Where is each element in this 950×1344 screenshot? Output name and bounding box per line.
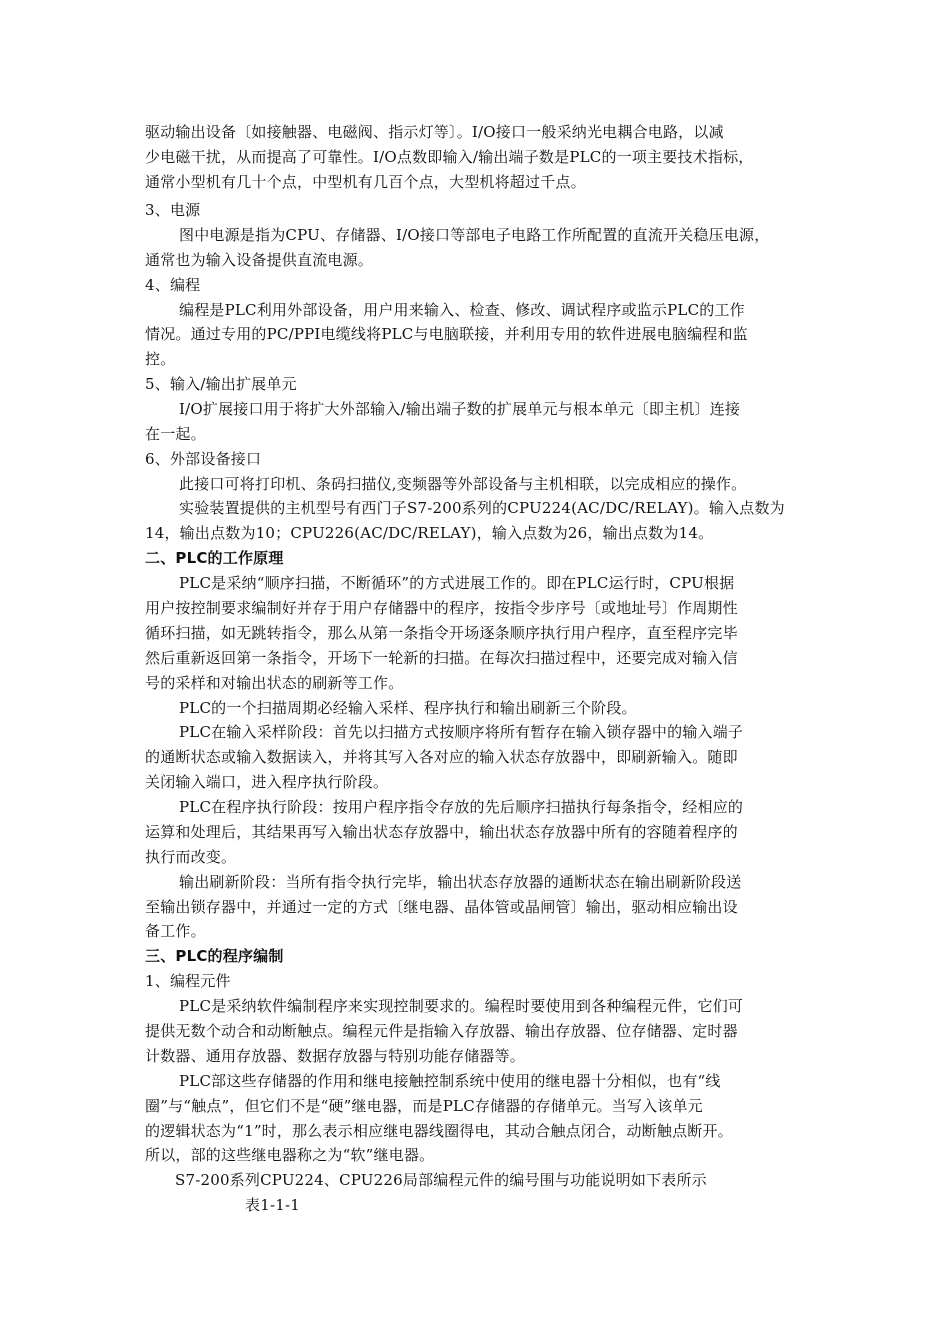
body-line: 少电磁干扰，从而提高了可靠性。I/O点数即输入/输出端子数是PLC的一项主要技术指标，: [145, 148, 754, 166]
body-line: 循环扫描，如无跳转指令，那么从第一条指令开场逐条顺序执行用户程序，直至程序完毕: [145, 624, 738, 642]
body-line: 然后重新返回第一条指令，开场下一轮新的扫描。在每次扫描过程中，还要完成对输入信: [145, 649, 738, 667]
subheading: 3、电源: [145, 201, 201, 219]
section-heading: 三、PLC的程序编制: [145, 947, 284, 965]
body-line: 的逻辑状态为“1”时，那么表示相应继电器线圈得电，其动合触点闭合，动断触点断开。: [145, 1122, 733, 1140]
subheading: 6、外部设备接口: [145, 450, 262, 468]
body-line: PLC在输入采样阶段：首先以扫描方式按顺序将所有暂存在输入锁存器中的输入端子: [179, 723, 744, 741]
body-line: S7-200系列CPU224、CPU226局部编程元件的编号围与功能说明如下表所示: [175, 1171, 707, 1189]
body-line: 用户按控制要求编制好并存于用户存储器中的程序，按指令步序号〔或地址号〕作周期性: [145, 599, 738, 617]
body-line: 提供无数个动合和动断触点。编程元件是指输入存放器、输出存放器、位存储器、定时器: [145, 1022, 738, 1040]
body-line: 此接口可将打印机、条码扫描仪,变频器等外部设备与主机相联，以完成相应的操作。: [179, 475, 747, 493]
body-line: 驱动输出设备〔如接触器、电磁阀、指示灯等〕。I/O接口一般采纳光电耦合电路，以减: [145, 123, 724, 141]
subheading: 4、编程: [145, 276, 201, 294]
body-line: PLC是采纳“顺序扫描，不断循环”的方式进展工作的。即在PLC运行时，CPU根据: [179, 574, 735, 592]
subheading: 1、编程元件: [145, 972, 231, 990]
body-line: 号的采样和对输出状态的刷新等工作。: [145, 674, 404, 692]
body-line: 执行而改变。: [145, 848, 237, 866]
body-line: 关闭输入端口，进入程序执行阶段。: [145, 773, 389, 791]
body-line: 实验装置提供的主机型号有西门子S7-200系列的CPU224(AC/DC/RELAY)。输入点数为: [179, 499, 785, 517]
body-line: 通常也为输入设备提供直流电源。: [145, 251, 374, 269]
table-caption: 表1-1-1: [245, 1196, 300, 1214]
body-line: 所以，部的这些继电器称之为“软”继电器。: [145, 1146, 435, 1164]
body-line: 图中电源是指为CPU、存储器、I/O接口等部电子电路工作所配置的直流开关稳压电源，: [179, 226, 770, 244]
section-heading: 二、PLC的工作原理: [145, 549, 284, 567]
body-line: PLC的一个扫描周期必经输入采样、程序执行和输出刷新三个阶段。: [179, 699, 637, 717]
body-line: 圈”与“触点”，但它们不是“硬”继电器，而是PLC存储器的存储单元。当写入该单元: [145, 1097, 703, 1115]
body-line: PLC是采纳软件编制程序来实现控制要求的。编程时要使用到各种编程元件，它们可: [179, 997, 744, 1015]
body-line: 运算和处理后，其结果再写入输出状态存放器中，输出状态存放器中所有的容随着程序的: [145, 823, 738, 841]
body-line: 情况。通过专用的PC/PPI电缆线将PLC与电脑联接，并利用专用的软件进展电脑编程和监: [145, 325, 748, 343]
body-line: 备工作。: [145, 922, 206, 940]
body-line: 输出刷新阶段：当所有指令执行完毕，输出状态存放器的通断状态在输出刷新阶段送: [179, 873, 742, 891]
body-line: PLC在程序执行阶段：按用户程序指令存放的先后顺序扫描执行每条指令，经相应的: [179, 798, 744, 816]
body-line: 14，输出点数为10；CPU226(AC/DC/RELAY)，输入点数为26，输出点数为14。: [145, 524, 714, 542]
body-line: 至输出锁存器中，并通过一定的方式〔继电器、晶体管或晶闸管〕输出，驱动相应输出设: [145, 898, 738, 916]
body-line: 的通断状态或输入数据读入，并将其写入各对应的输入状态存放器中，即刷新输入。随即: [145, 748, 738, 766]
subheading: 5、输入/输出扩展单元: [145, 375, 297, 393]
body-line: 计数器、通用存放器、数据存放器与特别功能存储器等。: [145, 1047, 526, 1065]
body-line: PLC部这些存储器的作用和继电接触控制系统中使用的继电器十分相似，也有“线: [179, 1072, 721, 1090]
body-line: 在一起。: [145, 425, 206, 443]
body-line: 通常小型机有几十个点，中型机有几百个点，大型机将超过千点。: [145, 173, 586, 191]
body-line: I/O扩展接口用于将扩大外部输入/输出端子数的扩展单元与根本单元〔即主机〕连接: [179, 400, 741, 418]
body-line: 编程是PLC利用外部设备，用户用来输入、检查、修改、调试程序或监示PLC的工作: [179, 301, 745, 319]
body-line: 控。: [145, 350, 176, 368]
